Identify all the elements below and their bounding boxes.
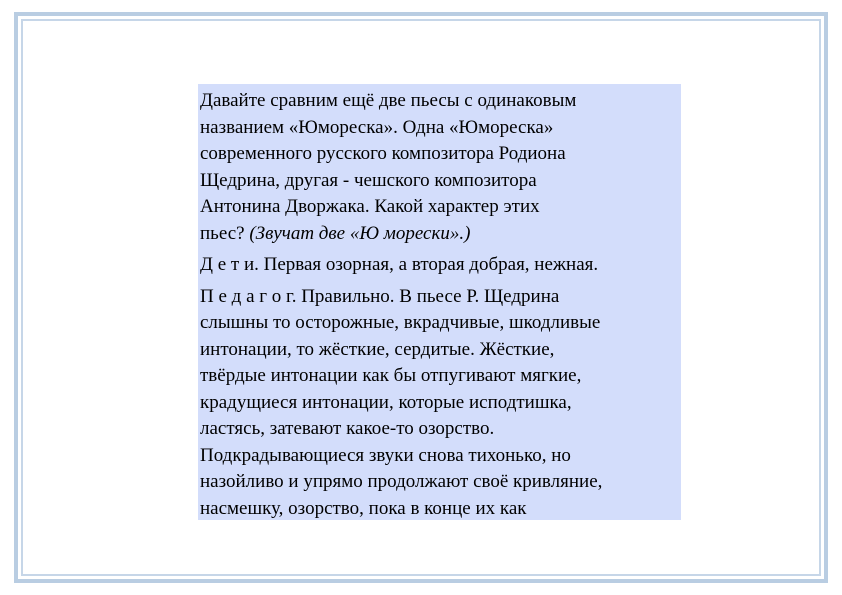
paragraph-intro bbox=[200, 88, 679, 247]
teacher-text: П е д а г о г. Правильно. В пьесе Р. Щедрина слышны то осторожные, вкрадчивые, шкодливые интонации, то жёсткие, сердитые. Жёсткие, твёрдые интонации как бы отпугивают мягкие, крадущиеся интонации, которые исподтишка, ластясь, затевают какое-то озорство. Подкрадывающиеся звуки снова тихонько, но назойливо и упрямо продолжают своё кривляние, насмешку, озорство, пока в конце их как bbox=[200, 285, 603, 519]
intro-text: Давайте сравним ещё две пьесы с одинаковым названием «Юмореска». Одна «Юмореска» современного русского композитора Родиона Щедрина, другая - чешского композитора Антонина Дворжака. Какой характер этих пьес? bbox=[200, 90, 577, 244]
paragraph-teacher bbox=[200, 284, 679, 521]
text-box bbox=[198, 84, 681, 520]
stage-direction: (Звучат две «Ю морески».) bbox=[249, 222, 471, 244]
paragraph-children bbox=[200, 252, 679, 279]
children-text: Д е т и. Первая озорная, а вторая добрая, нежная. bbox=[200, 254, 599, 275]
